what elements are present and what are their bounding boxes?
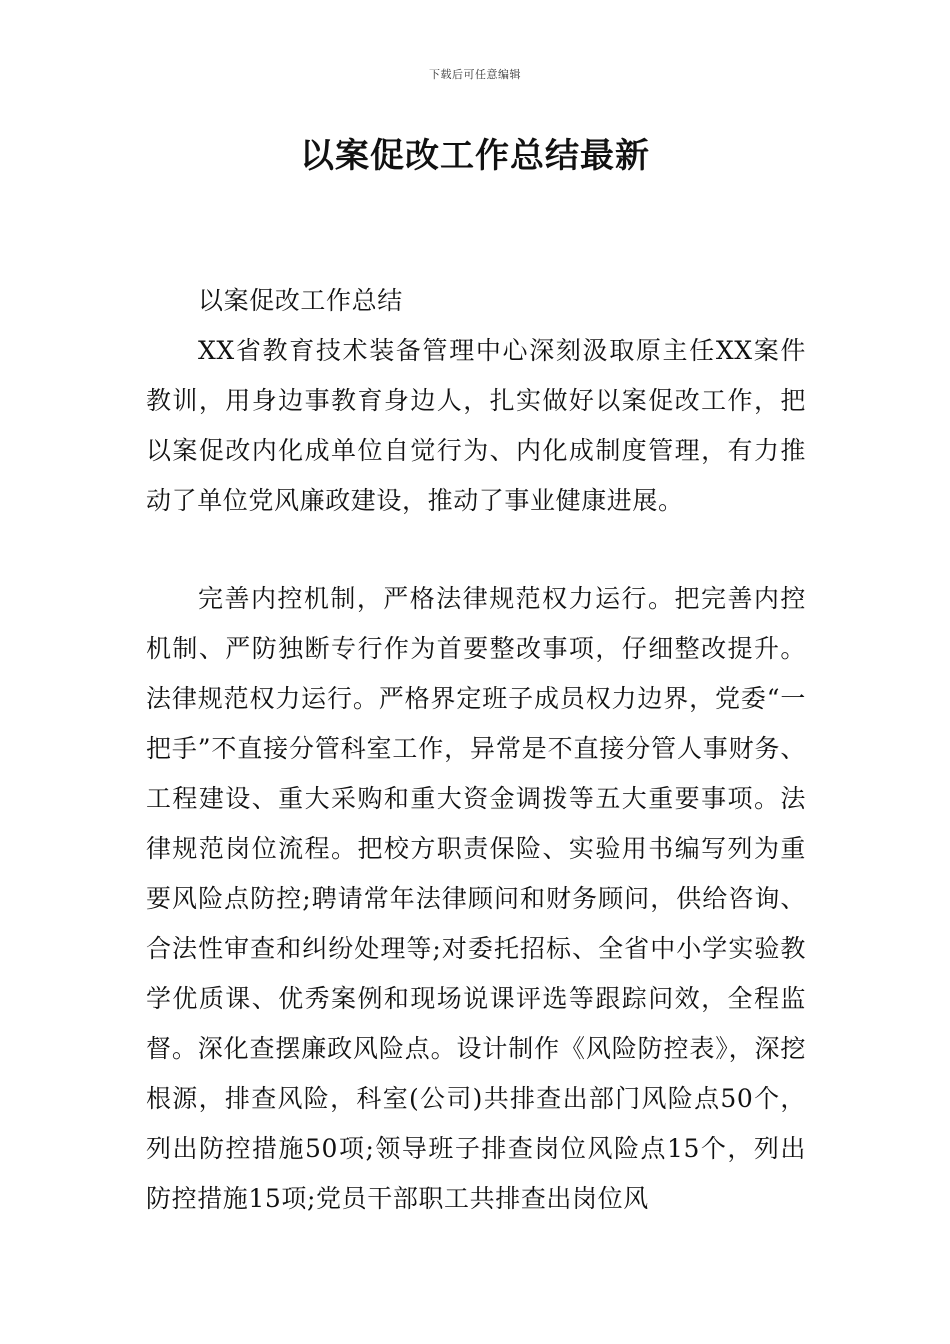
paragraph-internal-control: 完善内控机制，严格法律规范权力运行。把完善内控机制、严防独断专行作为首要整改事项，仔细整改提升。法律规范权力运行。严格界定班子成员权力边界，党委“一把手”不直接分管科室工作，异常是不直接分管人事财务、工程建设、重大采购和重大资金调拨等五大重要事项。法律规范岗位流程。把校方职责保险、实验用书编写列为重要风险点防控;聘请常年法律顾问和财务顾问，供给咨询、合法性审查和纠纷处理等;对委托招标、全省中小学实验教学优质课、优秀案例和现场说课评选等跟踪问效，全程监督。深化查摆廉政风险点。设计制作《风险防控表》，深挖根源，排查风险，科室(公司)共排查出部门风险点50个，列出防控措施50项;领导班子排查岗位风险点15个，列出防控措施15项;党员干部职工共排查出岗位风 bbox=[146, 584, 806, 1213]
header-note: 下载后可任意编辑 bbox=[429, 68, 521, 81]
document-title: 以案促改工作总结最新 bbox=[300, 136, 650, 176]
document-subtitle: 以案促改工作总结 bbox=[198, 286, 403, 315]
paragraph-intro: XX省教育技术装备管理中心深刻汲取原主任XX案件教训，用身边事教育身边人，扎实做好以案促改工作，把以案促改内化成单位自觉行为、内化成制度管理，有力推动了单位党风廉政建设，推动了事业健康进展。 bbox=[146, 336, 806, 515]
